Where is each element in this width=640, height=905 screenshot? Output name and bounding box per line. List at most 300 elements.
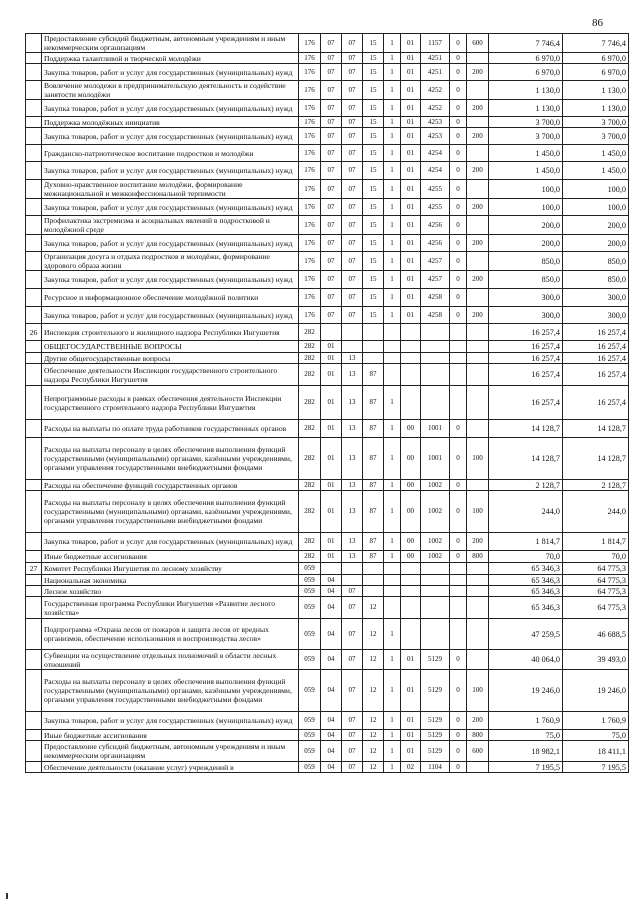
code-cell-program: 15	[363, 307, 384, 324]
code-cell-suffix	[450, 364, 467, 386]
amount-cell-year-2: 300,0	[563, 289, 629, 307]
code-cell-main: 01	[401, 180, 421, 199]
table-row	[26, 619, 629, 650]
code-cell-suffix: 0	[450, 480, 467, 491]
table-row	[26, 235, 629, 252]
amount-cell-year-2: 19 246,0	[563, 670, 629, 712]
code-cell-subsection: 13	[342, 491, 363, 533]
code-cell-section: 01	[321, 533, 342, 551]
table-row	[26, 53, 629, 64]
code-cell-subsection: 07	[342, 730, 363, 741]
code-cell-subsection: 07	[342, 741, 363, 762]
code-cell-type: 800	[467, 551, 489, 563]
code-cell-section: 07	[321, 81, 342, 100]
code-cell-subsection: 13	[342, 533, 363, 551]
code-cell-subsection: 13	[342, 386, 363, 420]
code-cell-program	[363, 341, 384, 353]
amount-cell-year-2: 3 700,0	[563, 128, 629, 145]
code-cell-section: 07	[321, 289, 342, 307]
code-cell-suffix: 0	[450, 252, 467, 271]
code-cell-program: 12	[363, 597, 384, 619]
code-cell-subprogram	[384, 364, 401, 386]
amount-cell-year-1: 6 970,0	[489, 53, 563, 64]
amount-cell-year-1: 65 346,3	[489, 575, 563, 586]
code-cell-direction: 4256	[421, 216, 450, 235]
code-cell-agency: 176	[299, 162, 321, 180]
code-cell-type	[467, 762, 489, 773]
table-row	[26, 341, 629, 353]
amount-cell-year-2: 100,0	[563, 199, 629, 216]
code-cell-main	[401, 341, 421, 353]
row-number-cell	[26, 162, 42, 180]
code-cell-section: 01	[321, 480, 342, 491]
code-cell-section: 01	[321, 386, 342, 420]
code-cell-direction: 4255	[421, 199, 450, 216]
code-cell-subprogram: 1	[384, 117, 401, 128]
code-cell-direction: 1002	[421, 480, 450, 491]
table-row	[26, 670, 629, 712]
code-cell-direction: 4251	[421, 64, 450, 81]
item-name-cell: Иные бюджетные ассигнования	[42, 730, 299, 741]
amount-cell-year-2: 16 257,4	[563, 353, 629, 364]
code-cell-subprogram: 1	[384, 741, 401, 762]
amount-cell-year-2: 850,0	[563, 271, 629, 289]
code-cell-section: 01	[321, 551, 342, 563]
code-cell-section: 07	[321, 180, 342, 199]
amount-cell-year-1: 100,0	[489, 199, 563, 216]
row-number-cell	[26, 271, 42, 289]
table-row	[26, 180, 629, 199]
code-cell-agency: 176	[299, 117, 321, 128]
item-name-cell: Предоставление субсидий бюджетным, автономным учреждениям и иным некоммерческим организациям	[42, 741, 299, 762]
code-cell-agency: 282	[299, 491, 321, 533]
code-cell-main: 01	[401, 307, 421, 324]
code-cell-subsection: 07	[342, 597, 363, 619]
amount-cell-year-2: 244,0	[563, 491, 629, 533]
code-cell-direction: 4258	[421, 289, 450, 307]
code-cell-section	[321, 563, 342, 575]
row-number-cell	[26, 730, 42, 741]
amount-cell-year-1: 65 346,3	[489, 586, 563, 597]
row-number-cell	[26, 117, 42, 128]
code-cell-subsection: 13	[342, 364, 363, 386]
amount-cell-year-2: 16 257,4	[563, 324, 629, 341]
code-cell-section	[321, 324, 342, 341]
code-cell-suffix	[450, 324, 467, 341]
code-cell-direction: 4254	[421, 162, 450, 180]
code-cell-agency: 176	[299, 235, 321, 252]
code-cell-main	[401, 586, 421, 597]
code-cell-direction: 4253	[421, 128, 450, 145]
code-cell-section: 04	[321, 619, 342, 650]
item-name-cell: Закупка товаров, работ и услуг для государственных (муниципальных) нужд	[42, 533, 299, 551]
row-number-cell	[26, 289, 42, 307]
code-cell-direction	[421, 619, 450, 650]
code-cell-subsection: 07	[342, 307, 363, 324]
row-number-cell	[26, 438, 42, 480]
code-cell-suffix: 0	[450, 216, 467, 235]
code-cell-direction	[421, 563, 450, 575]
code-cell-subprogram	[384, 324, 401, 341]
code-cell-subprogram	[384, 575, 401, 586]
scan-artifact	[6, 893, 8, 899]
code-cell-subprogram: 1	[384, 216, 401, 235]
code-cell-program: 15	[363, 81, 384, 100]
page-number: 86	[592, 17, 603, 29]
row-number-cell	[26, 533, 42, 551]
amount-cell-year-2: 1 130,0	[563, 81, 629, 100]
code-cell-program: 15	[363, 117, 384, 128]
row-number-cell	[26, 619, 42, 650]
code-cell-agency: 176	[299, 81, 321, 100]
code-cell-type: 200	[467, 235, 489, 252]
item-name-cell: Расходы на выплаты персоналу в целях обеспечения выполнения функций государственными (муниципальными) органами, казёнными учреждениями, органами управления государственными внебюджетными фондами	[42, 670, 299, 712]
item-name-cell: Комитет Республики Ингушетия по лесному хозяйству	[42, 563, 299, 575]
amount-cell-year-2: 18 411,1	[563, 741, 629, 762]
code-cell-subprogram	[384, 353, 401, 364]
table-row	[26, 324, 629, 341]
code-cell-agency: 282	[299, 341, 321, 353]
code-cell-program: 15	[363, 145, 384, 162]
code-cell-program	[363, 324, 384, 341]
code-cell-subsection	[342, 324, 363, 341]
code-cell-agency: 176	[299, 128, 321, 145]
code-cell-direction: 4254	[421, 145, 450, 162]
code-cell-main: 02	[401, 762, 421, 773]
row-number-cell	[26, 650, 42, 670]
amount-cell-year-1: 850,0	[489, 252, 563, 271]
code-cell-subprogram: 1	[384, 180, 401, 199]
amount-cell-year-1: 7 195,5	[489, 762, 563, 773]
code-cell-subprogram: 1	[384, 307, 401, 324]
code-cell-subsection	[342, 341, 363, 353]
item-name-cell: Закупка товаров, работ и услуг для государственных (муниципальных) нужд	[42, 162, 299, 180]
amount-cell-year-1: 244,0	[489, 491, 563, 533]
code-cell-suffix: 0	[450, 128, 467, 145]
code-cell-section: 07	[321, 235, 342, 252]
table-row	[26, 563, 629, 575]
code-cell-program: 15	[363, 252, 384, 271]
code-cell-subsection: 07	[342, 180, 363, 199]
code-cell-direction: 1001	[421, 420, 450, 438]
code-cell-main: 01	[401, 712, 421, 730]
code-cell-type: 200	[467, 162, 489, 180]
code-cell-suffix: 0	[450, 420, 467, 438]
code-cell-subsection: 07	[342, 619, 363, 650]
code-cell-subsection: 07	[342, 53, 363, 64]
code-cell-agency: 282	[299, 353, 321, 364]
item-name-cell: Инспекция строительного и жилищного надзора Республики Ингушетия	[42, 324, 299, 341]
table-row	[26, 741, 629, 762]
amount-cell-year-1: 3 700,0	[489, 117, 563, 128]
code-cell-suffix	[450, 386, 467, 420]
amount-cell-year-1: 1 130,0	[489, 100, 563, 117]
code-cell-program: 12	[363, 650, 384, 670]
code-cell-subprogram: 1	[384, 670, 401, 712]
code-cell-subsection: 07	[342, 762, 363, 773]
item-name-cell: Поддержка талантливой и творческой молодёжи	[42, 53, 299, 64]
code-cell-main: 01	[401, 53, 421, 64]
table-row	[26, 420, 629, 438]
code-cell-main: 01	[401, 271, 421, 289]
code-cell-section: 01	[321, 341, 342, 353]
amount-cell-year-1: 47 259,5	[489, 619, 563, 650]
table-row	[26, 650, 629, 670]
code-cell-main	[401, 364, 421, 386]
amount-cell-year-1: 2 128,7	[489, 480, 563, 491]
code-cell-program	[363, 353, 384, 364]
item-name-cell: Обеспечение деятельности (оказание услуг) учреждений в	[42, 762, 299, 773]
row-number-cell	[26, 597, 42, 619]
item-name-cell: Подпрограмма «Охрана лесов от пожаров и защита лесов от вредных организмов, обеспечение использования и воспроизводства лесов»	[42, 619, 299, 650]
code-cell-direction: 5129	[421, 741, 450, 762]
code-cell-program: 87	[363, 480, 384, 491]
code-cell-section: 07	[321, 117, 342, 128]
code-cell-agency: 059	[299, 730, 321, 741]
code-cell-subprogram: 1	[384, 128, 401, 145]
code-cell-main: 00	[401, 420, 421, 438]
code-cell-subprogram: 1	[384, 762, 401, 773]
row-number-cell	[26, 81, 42, 100]
code-cell-program: 15	[363, 162, 384, 180]
row-number-cell	[26, 741, 42, 762]
code-cell-subsection: 07	[342, 162, 363, 180]
code-cell-subprogram: 1	[384, 289, 401, 307]
code-cell-section: 01	[321, 420, 342, 438]
amount-cell-year-1: 65 346,3	[489, 597, 563, 619]
code-cell-agency: 176	[299, 145, 321, 162]
code-cell-type: 200	[467, 199, 489, 216]
code-cell-main: 00	[401, 438, 421, 480]
code-cell-type	[467, 252, 489, 271]
item-name-cell: Закупка товаров, работ и услуг для государственных (муниципальных) нужд	[42, 100, 299, 117]
code-cell-direction: 5129	[421, 730, 450, 741]
code-cell-main: 01	[401, 34, 421, 53]
code-cell-direction	[421, 586, 450, 597]
code-cell-section: 04	[321, 762, 342, 773]
code-cell-subsection: 07	[342, 100, 363, 117]
table-row	[26, 533, 629, 551]
code-cell-agency: 176	[299, 289, 321, 307]
table-row	[26, 575, 629, 586]
code-cell-section: 01	[321, 353, 342, 364]
code-cell-main: 01	[401, 100, 421, 117]
amount-cell-year-1: 850,0	[489, 271, 563, 289]
amount-cell-year-2: 850,0	[563, 252, 629, 271]
code-cell-direction: 4256	[421, 235, 450, 252]
code-cell-agency: 176	[299, 307, 321, 324]
code-cell-section: 04	[321, 650, 342, 670]
row-number-cell	[26, 586, 42, 597]
table-row	[26, 289, 629, 307]
code-cell-main	[401, 575, 421, 586]
amount-cell-year-1: 200,0	[489, 235, 563, 252]
item-name-cell: Вовлечение молодежи в предпринимательскую деятельность и содействие занятости молодёжи	[42, 81, 299, 100]
code-cell-suffix	[450, 597, 467, 619]
code-cell-direction: 1104	[421, 762, 450, 773]
code-cell-agency: 059	[299, 619, 321, 650]
item-name-cell: Закупка товаров, работ и услуг для государственных (муниципальных) нужд	[42, 128, 299, 145]
amount-cell-year-1: 100,0	[489, 180, 563, 199]
code-cell-section: 04	[321, 712, 342, 730]
amount-cell-year-1: 200,0	[489, 216, 563, 235]
code-cell-direction: 4258	[421, 307, 450, 324]
code-cell-suffix: 0	[450, 730, 467, 741]
code-cell-program: 12	[363, 730, 384, 741]
item-name-cell: Расходы на обеспечение функций государственных органов	[42, 480, 299, 491]
code-cell-direction: 1157	[421, 34, 450, 53]
code-cell-section: 04	[321, 597, 342, 619]
code-cell-type: 200	[467, 100, 489, 117]
amount-cell-year-1: 16 257,4	[489, 386, 563, 420]
code-cell-program: 87	[363, 551, 384, 563]
code-cell-subprogram	[384, 586, 401, 597]
code-cell-suffix: 0	[450, 180, 467, 199]
code-cell-type	[467, 619, 489, 650]
code-cell-subprogram: 1	[384, 420, 401, 438]
code-cell-agency: 059	[299, 563, 321, 575]
code-cell-direction: 1001	[421, 438, 450, 480]
code-cell-program: 15	[363, 199, 384, 216]
code-cell-program: 12	[363, 670, 384, 712]
code-cell-subsection: 07	[342, 271, 363, 289]
table-row	[26, 252, 629, 271]
code-cell-direction: 5129	[421, 712, 450, 730]
row-number-cell	[26, 341, 42, 353]
code-cell-suffix: 0	[450, 491, 467, 533]
table-row	[26, 199, 629, 216]
amount-cell-year-2: 2 128,7	[563, 480, 629, 491]
table-body	[26, 34, 629, 773]
code-cell-subsection	[342, 563, 363, 575]
code-cell-main	[401, 619, 421, 650]
row-number-cell	[26, 252, 42, 271]
code-cell-type: 200	[467, 307, 489, 324]
amount-cell-year-1: 16 257,4	[489, 324, 563, 341]
code-cell-section: 04	[321, 670, 342, 712]
code-cell-direction	[421, 341, 450, 353]
code-cell-agency: 176	[299, 216, 321, 235]
item-name-cell: Духовно-нравственное воспитание молодёжи, формирование межнациональной и межконфессиональной терпимости	[42, 180, 299, 199]
row-number-cell	[26, 53, 42, 64]
code-cell-type	[467, 81, 489, 100]
item-name-cell: Субвенции на осуществление отдельных полномочий в области лесных отношений	[42, 650, 299, 670]
row-number-cell	[26, 199, 42, 216]
code-cell-main: 01	[401, 199, 421, 216]
amount-cell-year-1: 65 346,3	[489, 563, 563, 575]
code-cell-program: 87	[363, 364, 384, 386]
code-cell-agency: 282	[299, 480, 321, 491]
code-cell-agency: 282	[299, 386, 321, 420]
item-name-cell: Иные бюджетные ассигнования	[42, 551, 299, 563]
row-number-cell	[26, 575, 42, 586]
code-cell-subprogram: 1	[384, 199, 401, 216]
amount-cell-year-2: 1 450,0	[563, 145, 629, 162]
item-name-cell: Закупка товаров, работ и услуг для государственных (муниципальных) нужд	[42, 712, 299, 730]
code-cell-subprogram: 1	[384, 491, 401, 533]
table-row	[26, 364, 629, 386]
code-cell-direction	[421, 386, 450, 420]
code-cell-suffix: 0	[450, 145, 467, 162]
row-number-cell	[26, 180, 42, 199]
item-name-cell: Непрограммные расходы в рамках обеспечения деятельности Инспекции государственного строительного надзора Республики Ингушетия	[42, 386, 299, 420]
code-cell-type	[467, 563, 489, 575]
amount-cell-year-2: 300,0	[563, 307, 629, 324]
table-row	[26, 386, 629, 420]
table-row	[26, 117, 629, 128]
item-name-cell: Ресурсное и информационное обеспечение молодёжной политики	[42, 289, 299, 307]
row-number-cell	[26, 307, 42, 324]
item-name-cell: ОБЩЕГОСУДАРСТВЕННЫЕ ВОПРОСЫ	[42, 341, 299, 353]
code-cell-direction: 4255	[421, 180, 450, 199]
code-cell-type: 200	[467, 271, 489, 289]
code-cell-subprogram: 1	[384, 64, 401, 81]
code-cell-subprogram: 1	[384, 533, 401, 551]
code-cell-main	[401, 324, 421, 341]
row-number-cell	[26, 364, 42, 386]
code-cell-section: 07	[321, 162, 342, 180]
code-cell-suffix: 0	[450, 271, 467, 289]
code-cell-subsection: 07	[342, 712, 363, 730]
code-cell-direction: 4253	[421, 117, 450, 128]
code-cell-agency: 176	[299, 53, 321, 64]
table-row	[26, 216, 629, 235]
code-cell-section: 01	[321, 364, 342, 386]
code-cell-program: 12	[363, 741, 384, 762]
code-cell-section: 04	[321, 586, 342, 597]
table-row	[26, 271, 629, 289]
code-cell-subsection: 13	[342, 353, 363, 364]
amount-cell-year-1: 7 746,4	[489, 34, 563, 53]
item-name-cell: Расходы на выплаты персоналу в целях обеспечения выполнения функций государственными (муниципальными) органами, казёнными учреждениями, органами управления государственными внебюджетными фондами	[42, 491, 299, 533]
code-cell-main: 00	[401, 491, 421, 533]
code-cell-type: 600	[467, 34, 489, 53]
item-name-cell: Поддержка молодёжных инициатив	[42, 117, 299, 128]
code-cell-subprogram: 1	[384, 551, 401, 563]
code-cell-program: 12	[363, 712, 384, 730]
code-cell-subsection: 07	[342, 216, 363, 235]
code-cell-subprogram	[384, 341, 401, 353]
amount-cell-year-1: 16 257,4	[489, 353, 563, 364]
code-cell-main	[401, 386, 421, 420]
code-cell-agency: 059	[299, 575, 321, 586]
code-cell-type	[467, 597, 489, 619]
code-cell-agency: 282	[299, 438, 321, 480]
code-cell-main: 01	[401, 289, 421, 307]
amount-cell-year-2: 64 775,3	[563, 563, 629, 575]
item-name-cell: Профилактика экстремизма и асоциальных явлений в подростковой и молодёжной среде	[42, 216, 299, 235]
table-row	[26, 762, 629, 773]
code-cell-subsection: 07	[342, 289, 363, 307]
table-row	[26, 353, 629, 364]
amount-cell-year-1: 40 064,0	[489, 650, 563, 670]
code-cell-subprogram: 1	[384, 81, 401, 100]
code-cell-type	[467, 117, 489, 128]
code-cell-direction	[421, 364, 450, 386]
code-cell-main: 01	[401, 162, 421, 180]
code-cell-subsection: 07	[342, 64, 363, 81]
code-cell-agency: 176	[299, 100, 321, 117]
row-number-cell	[26, 386, 42, 420]
row-number-cell	[26, 491, 42, 533]
amount-cell-year-1: 19 246,0	[489, 670, 563, 712]
amount-cell-year-2: 39 493,0	[563, 650, 629, 670]
code-cell-suffix: 0	[450, 551, 467, 563]
item-name-cell: Закупка товаров, работ и услуг для государственных (муниципальных) нужд	[42, 307, 299, 324]
code-cell-suffix: 0	[450, 762, 467, 773]
code-cell-subprogram: 1	[384, 386, 401, 420]
code-cell-suffix: 0	[450, 650, 467, 670]
